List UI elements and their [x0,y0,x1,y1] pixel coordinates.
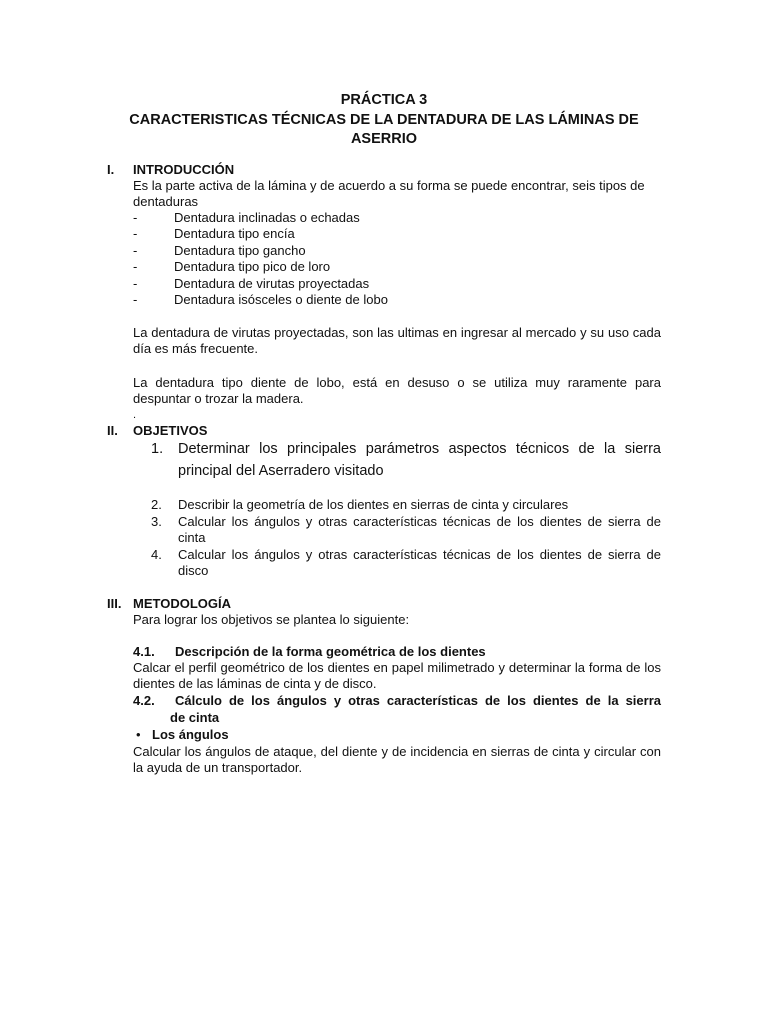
bullet-text: Calcular los ángulos de ataque, del diente y de incidencia en sierras de cinta y circular con la ayuda de un transportador. [133,744,661,776]
list-item: Dentadura isósceles o diente de lobo [174,292,388,307]
list-dash: - [133,292,138,307]
subsection-number: 4.1. [133,644,155,659]
objective-number: 1. [151,441,164,457]
document-title-line2: ASERRIO [350,131,418,147]
section-number-objectives: II. [107,423,118,438]
methodology-intro: Para lograr los objetivos se plantea lo siguiente: [133,612,410,627]
objective-text: Calcular los ángulos y otras características técnicas de los dientes de sierra de disco [178,547,661,579]
list-dash: - [133,243,138,258]
objective-text: Calcular los ángulos y otras características técnicas de los dientes de sierra de cinta [178,514,661,546]
subsection-text: Calcar el perfil geométrico de los dientes en papel milimetrado y determinar la forma de los dientes de las láminas de cinta y de disco. [133,660,661,692]
intro-paragraph-3: La dentadura tipo diente de lobo, está en desuso o se utiliza muy raramente para despuntar o trozar la madera. [133,375,661,407]
section-title-intro: INTRODUCCIÓN [133,162,235,177]
section-number-intro: I. [107,162,115,177]
section-title-objectives: OBJETIVOS [133,423,208,438]
list-item: Dentadura tipo pico de loro [174,259,331,274]
list-dash: - [133,226,138,241]
objective-number: 3. [151,514,162,529]
objective-text: Describir la geometría de los dientes en sierras de cinta y circulares [178,497,569,512]
subsection-title: Cálculo de los ángulos y otras características de los dientes de la sierra [175,693,661,708]
intro-paragraph-2: La dentadura de virutas proyectadas, son las ultimas en ingresar al mercado y su uso cada día es más frecuente. [133,325,661,357]
list-item: Dentadura de virutas proyectadas [174,276,370,291]
objective-number: 4. [151,547,162,562]
list-item: Dentadura tipo gancho [174,243,306,258]
list-dash: - [133,276,138,291]
document-title-line1: CARACTERISTICAS TÉCNICAS DE LA DENTADURA DE LAS LÁMINAS DE [129,112,639,128]
section-number-methodology: III. [107,596,122,611]
objective-text: Determinar los principales parámetros aspectos técnicos de la sierra principal del Aserradero visitado [178,441,661,479]
objective-number: 2. [151,497,162,512]
bullet-title: Los ángulos [152,727,229,742]
practice-number: PRÁCTICA 3 [340,92,428,108]
list-dash: - [133,210,138,225]
section-title-methodology: METODOLOGÍA [133,596,231,611]
list-item: Dentadura inclinadas o echadas [174,210,360,225]
subsection-number: 4.2. [133,693,155,708]
bullet-symbol: • [136,727,141,742]
intro-paragraph: Es la parte activa de la lámina y de acuerdo a su forma se puede encontrar, seis tipos de dentaduras [133,178,645,210]
subsection-title: Descripción de la forma geométrica de los dientes [175,644,486,659]
stray-mark: . [133,409,137,421]
list-item: Dentadura tipo encía [174,226,295,241]
subsection-title-cont: de cinta [170,710,220,725]
list-dash: - [133,259,138,274]
